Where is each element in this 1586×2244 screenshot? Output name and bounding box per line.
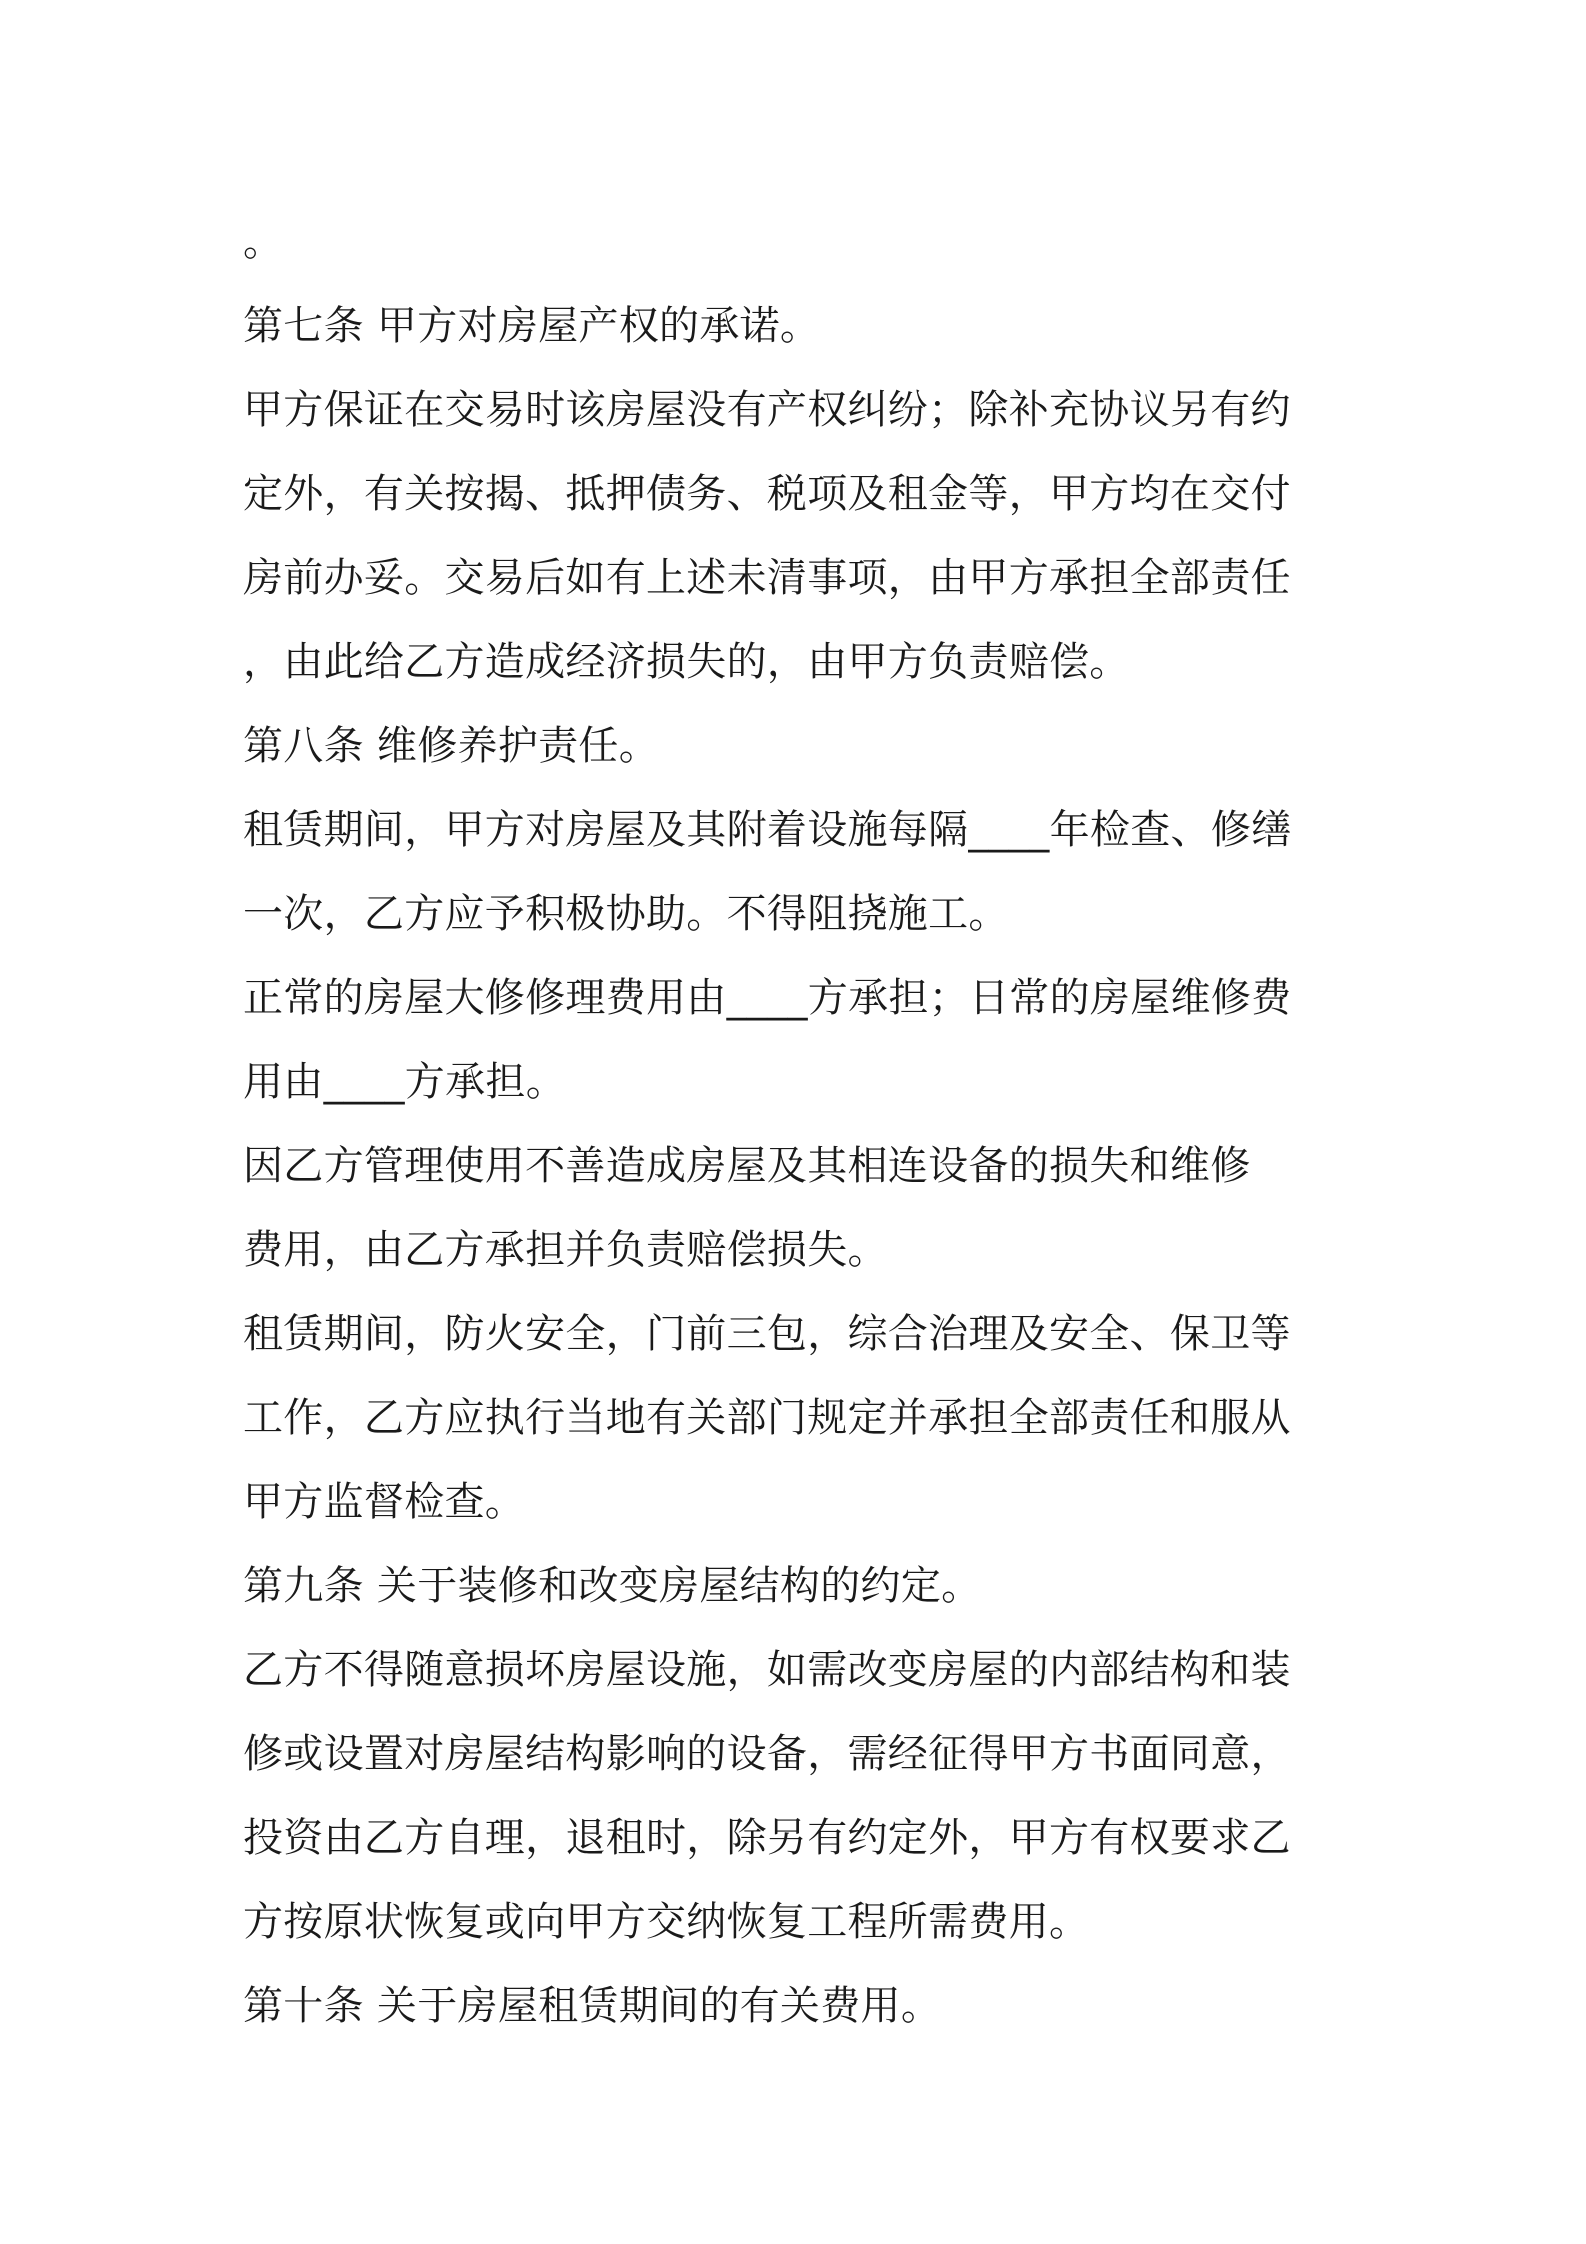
document-body: [243, 200, 1353, 2048]
article-8-text-line-9: 甲方监督检查。: [243, 1479, 526, 1525]
article-7-text-line-3: 房前办妥。交易后如有上述未清事项，由甲方承担全部责任: [243, 555, 1291, 601]
article-9-text-line-3: 投资由乙方自理，退租时，除另有约定外，甲方有权要求乙: [243, 1815, 1291, 1861]
article-9-heading: 第九条 关于装修和改变房屋结构的约定。: [243, 1563, 982, 1609]
article-8-text-line-4: 用由____方承担。: [243, 1059, 566, 1105]
article-9-text-line-4: 方按原状恢复或向甲方交纳恢复工程所需费用。: [243, 1899, 1090, 1945]
article-9-text-line-1: 乙方不得随意损坏房屋设施，如需改变房屋的内部结构和装: [243, 1647, 1291, 1693]
continuation-punctuation: 。: [243, 219, 284, 265]
article-7-text-line-4: ，由此给乙方造成经济损失的，由甲方负责赔偿。: [243, 639, 1130, 685]
article-7-heading: 第七条 甲方对房屋产权的承诺。: [243, 303, 821, 349]
article-8-text-line-2: 一次，乙方应予积极协助。不得阻挠施工。: [243, 891, 1009, 937]
article-8-text-line-3: 正常的房屋大修修理费用由____方承担；日常的房屋维修费: [243, 975, 1292, 1021]
article-8-text-line-1: 租赁期间，甲方对房屋及其附着设施每隔____年检查、修缮: [243, 807, 1292, 853]
article-10-heading: 第十条 关于房屋租赁期间的有关费用。: [243, 1983, 942, 2029]
article-8-heading: 第八条 维修养护责任。: [243, 723, 660, 769]
article-9-text-line-2: 修或设置对房屋结构影响的设备，需经征得甲方书面同意，: [243, 1731, 1291, 1777]
article-8-text-line-7: 租赁期间，防火安全，门前三包，综合治理及安全、保卫等: [243, 1311, 1291, 1357]
article-8-text-line-8: 工作，乙方应执行当地有关部门规定并承担全部责任和服从: [243, 1395, 1291, 1441]
article-7-text-line-2: 定外，有关按揭、抵押债务、税项及租金等，甲方均在交付: [243, 471, 1291, 517]
article-8-text-line-6: 费用，由乙方承担并负责赔偿损失。: [243, 1227, 888, 1273]
article-7-text-line-1: 甲方保证在交易时该房屋没有产权纠纷；除补充协议另有约: [243, 387, 1291, 433]
article-8-text-line-5: 因乙方管理使用不善造成房屋及其相连设备的损失和维修: [243, 1143, 1251, 1189]
